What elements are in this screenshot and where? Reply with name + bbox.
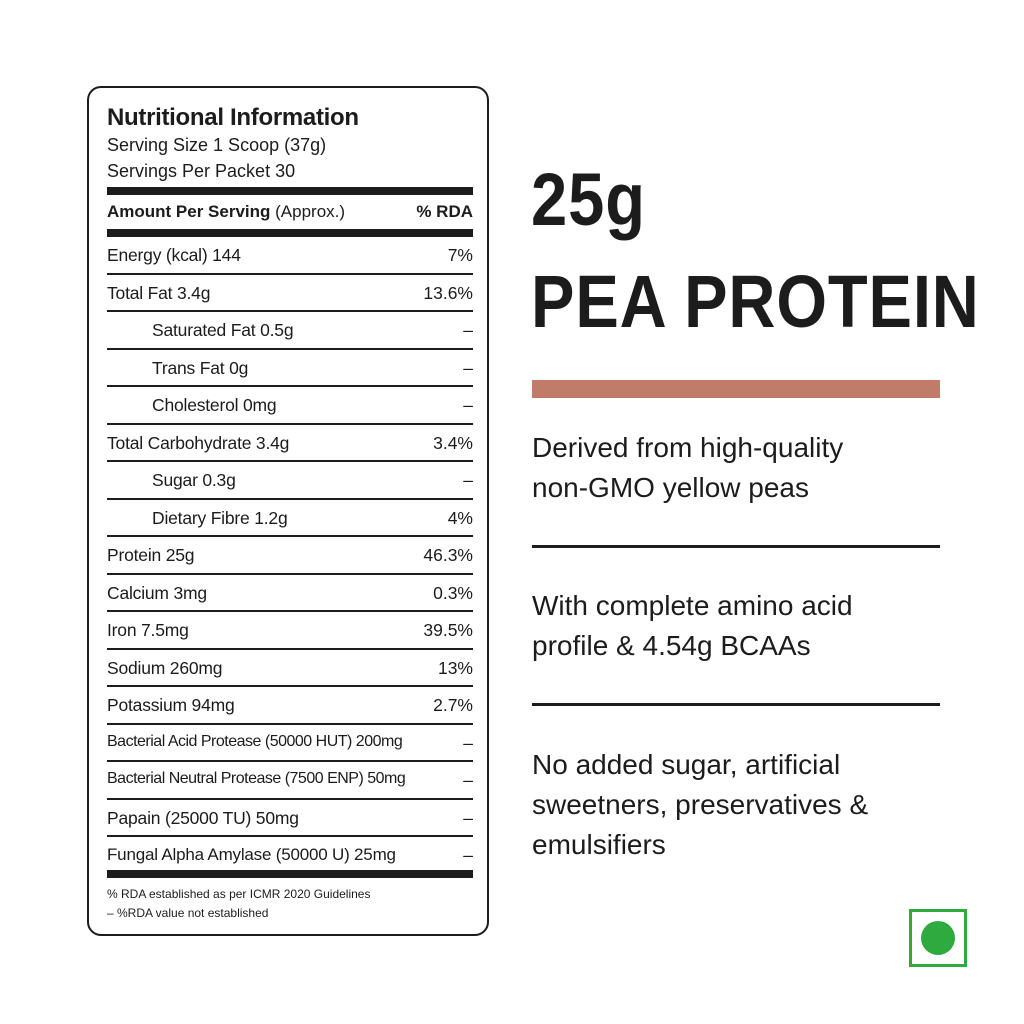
nutrition-table xyxy=(107,237,473,875)
nutrition-row xyxy=(107,275,473,313)
nutrition-row xyxy=(107,687,473,725)
nutrient-rda: 13.6% xyxy=(423,282,473,303)
nutrition-row xyxy=(107,537,473,575)
nutrition-row xyxy=(107,387,473,425)
nutrient-label: Cholesterol 0mg xyxy=(152,395,277,415)
nutrient-rda: – xyxy=(463,357,473,378)
nutrient-label: Protein 25g xyxy=(107,545,195,565)
nutrient-rda: 3.4% xyxy=(433,432,473,453)
nutrition-row xyxy=(107,575,473,613)
nutrition-panel xyxy=(87,86,489,936)
nutrient-label: Sugar 0.3g xyxy=(152,470,236,490)
nutrient-label: Calcium 3mg xyxy=(107,582,207,603)
nutrient-label: Papain (25000 TU) 50mg xyxy=(107,807,299,828)
rda-column-header: % RDA xyxy=(416,202,473,221)
nutrition-row xyxy=(107,312,473,350)
feature-amino-acids: With complete amino acid profile & 4.54g BCAAs xyxy=(532,590,853,661)
nutrient-label: Dietary Fibre 1.2g xyxy=(152,507,288,528)
amount-per-serving-header xyxy=(107,202,345,222)
nutrient-rda: – xyxy=(463,845,473,865)
servings-per-packet: Servings Per Packet 30 xyxy=(107,161,296,181)
divider-thick xyxy=(107,870,473,878)
nutrient-rda: 7% xyxy=(447,245,473,265)
nutrient-label: Saturated Fat 0.5g xyxy=(152,320,294,340)
nutrient-rda: 39.5% xyxy=(423,620,473,640)
nutrition-row xyxy=(107,612,473,650)
feature-divider xyxy=(532,703,940,706)
vegetarian-mark-dot xyxy=(921,921,955,955)
footnote-rda-source: % RDA established as per ICMR 2020 Guidelines xyxy=(107,887,371,901)
nutrient-rda: 0.3% xyxy=(433,582,473,603)
serving-size: Serving Size 1 Scoop (37g) xyxy=(107,135,327,155)
nutrition-row xyxy=(107,762,473,800)
accent-bar xyxy=(532,380,940,398)
divider-thick xyxy=(107,187,473,195)
feature-divider xyxy=(532,545,940,548)
feature-source: Derived from high-quality non-GMO yellow peas xyxy=(532,432,844,503)
nutrient-rda: – xyxy=(463,320,473,340)
headline-product-name: PEA PROTEIN xyxy=(531,260,980,343)
nutrition-row xyxy=(107,500,473,538)
nutrient-label: Trans Fat 0g xyxy=(152,357,249,378)
nutrient-label: Iron 7.5mg xyxy=(107,620,189,640)
nutrient-rda: 46.3% xyxy=(423,545,473,565)
nutrient-label: Bacterial Acid Protease (50000 HUT) 200mg xyxy=(107,732,403,750)
nutrition-row xyxy=(107,350,473,388)
nutrient-label: Total Carbohydrate 3.4g xyxy=(107,432,290,453)
nutrient-label: Bacterial Neutral Protease (7500 ENP) 50mg xyxy=(107,770,406,787)
nutrient-rda: 2.7% xyxy=(433,695,473,715)
nutrition-row xyxy=(107,425,473,463)
nutrition-row xyxy=(107,800,473,838)
headline-protein-amount: 25g xyxy=(531,158,646,241)
nutrient-rda: – xyxy=(463,807,473,828)
feature-no-additives: No added sugar, artificial sweetners, preservatives & emulsifiers xyxy=(532,749,869,860)
amount-per-serving-label: Amount Per Serving xyxy=(107,202,271,221)
nutrient-label: Energy (kcal) 144 xyxy=(107,245,241,265)
nutrient-label: Total Fat 3.4g xyxy=(107,282,211,303)
nutrition-row xyxy=(107,650,473,688)
nutrient-rda: – xyxy=(463,395,473,415)
footnote-dash-meaning: – %RDA value not established xyxy=(107,906,269,920)
nutrition-row xyxy=(107,237,473,275)
nutrient-rda: 13% xyxy=(437,657,473,678)
nutrition-row xyxy=(107,837,473,875)
nutrition-row xyxy=(107,725,473,763)
nutrient-label: Sodium 260mg xyxy=(107,657,223,678)
nutrient-rda: – xyxy=(463,732,473,753)
nutrient-rda: – xyxy=(463,470,473,490)
nutrition-row xyxy=(107,462,473,500)
divider-thick xyxy=(107,229,473,237)
vegetarian-mark-icon xyxy=(909,909,967,967)
nutrition-title: Nutritional Information xyxy=(107,104,359,131)
amount-per-serving-approx: (Approx.) xyxy=(270,202,346,221)
nutrient-label: Potassium 94mg xyxy=(107,695,235,715)
nutrient-rda: 4% xyxy=(447,507,473,528)
nutrient-label: Fungal Alpha Amylase (50000 U) 25mg xyxy=(107,845,396,864)
nutrient-rda: – xyxy=(463,770,473,790)
